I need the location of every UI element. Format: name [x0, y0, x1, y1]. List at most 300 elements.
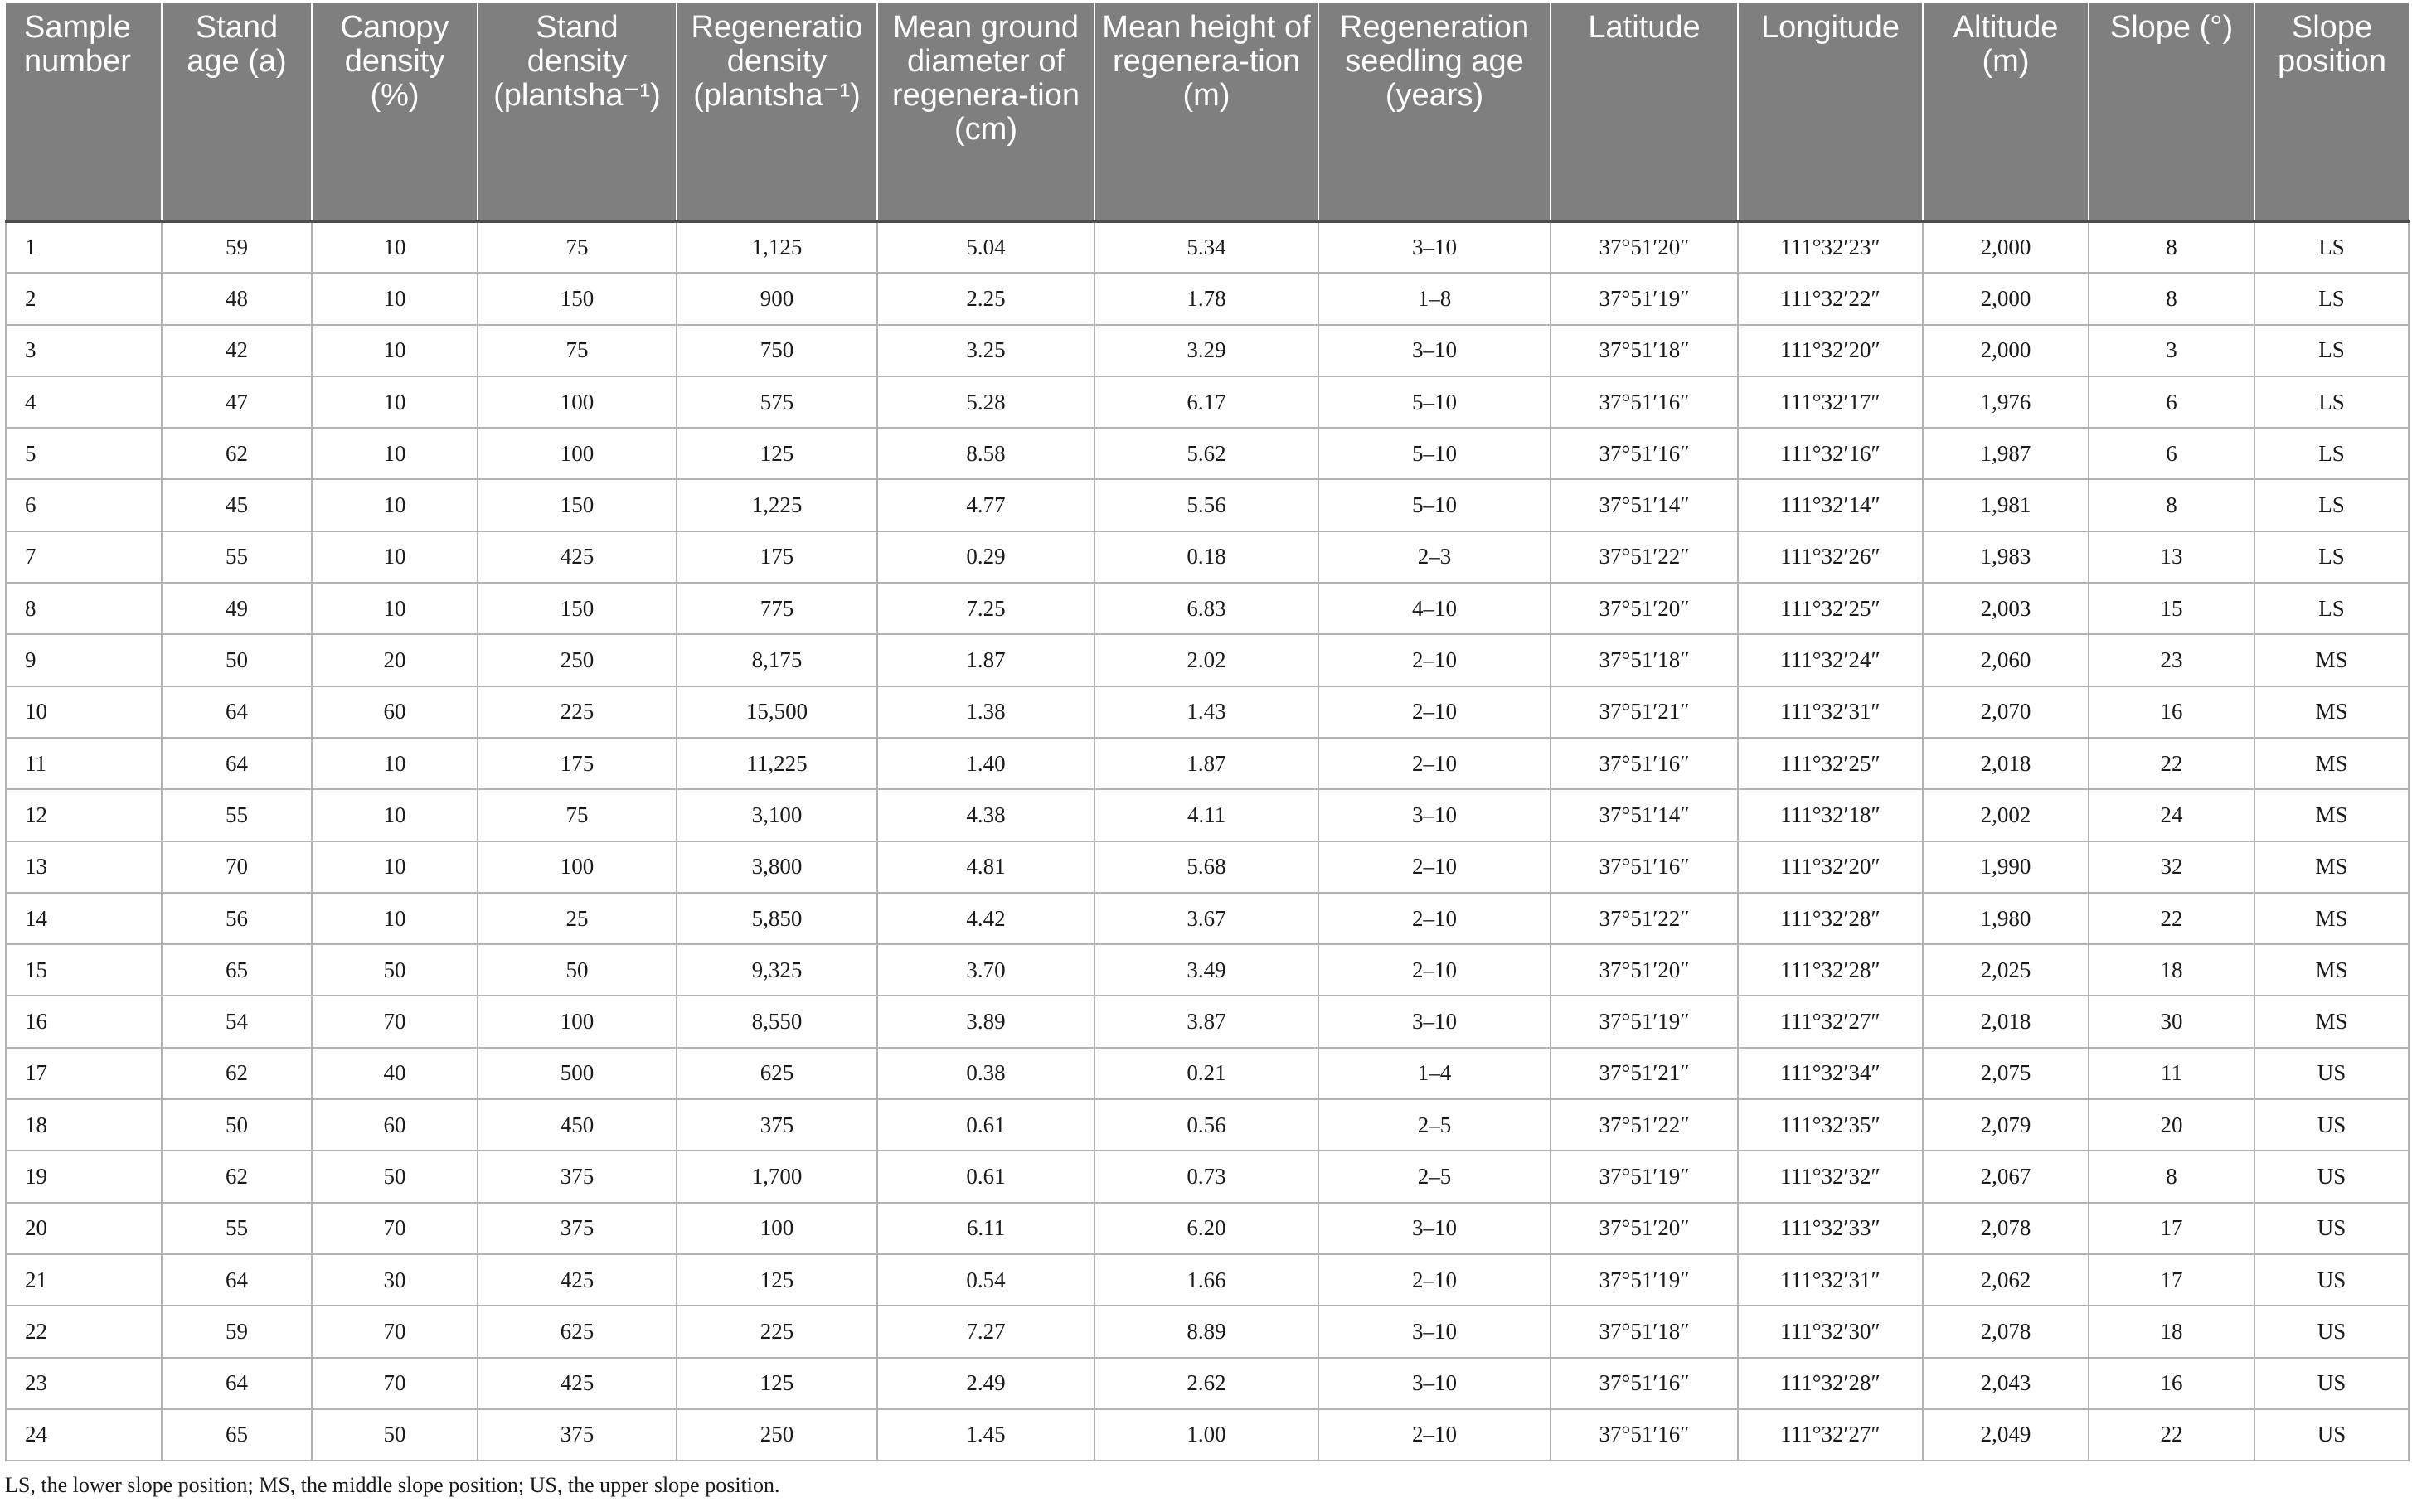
table-cell: US [2254, 1358, 2409, 1409]
table-cell: 2,018 [1923, 738, 2089, 789]
table-cell: 65 [162, 1409, 312, 1461]
table-cell: 1–4 [1318, 1048, 1551, 1099]
table-cell: 111°32′27″ [1738, 1409, 1923, 1461]
table-cell: 10 [312, 376, 478, 428]
table-cell: MS [2254, 893, 2409, 944]
table-cell: 4 [6, 376, 162, 428]
table-cell: 0.38 [877, 1048, 1094, 1099]
table-cell: 56 [162, 893, 312, 944]
table-cell: 59 [162, 1306, 312, 1357]
table-cell: 37°51′14″ [1551, 789, 1738, 841]
table-cell: 175 [478, 738, 677, 789]
table-cell: 1.43 [1094, 686, 1318, 738]
table-cell: 2.02 [1094, 634, 1318, 686]
table-cell: 4.38 [877, 789, 1094, 841]
table-cell: 1.00 [1094, 1409, 1318, 1461]
table-row [6, 531, 2409, 583]
table-cell: 10 [312, 583, 478, 634]
table-cell: 3,100 [677, 789, 877, 841]
table-cell: 100 [478, 996, 677, 1047]
table-cell: 2,000 [1923, 273, 2089, 324]
table-cell: 75 [478, 221, 677, 273]
table-row [6, 686, 2409, 738]
table-cell: 7.25 [877, 583, 1094, 634]
table-cell: 10 [312, 789, 478, 841]
table-cell: 1,981 [1923, 479, 2089, 531]
column-header: Latitude [1551, 3, 1738, 221]
table-cell: US [2254, 1099, 2409, 1151]
table-cell: 40 [312, 1048, 478, 1099]
table-cell: 1.45 [877, 1409, 1094, 1461]
table-cell: 3.49 [1094, 944, 1318, 996]
table-cell: 8,550 [677, 996, 877, 1047]
table-cell: 111°32′35″ [1738, 1099, 1923, 1151]
table-cell: 2–5 [1318, 1099, 1551, 1151]
table-cell: 111°32′22″ [1738, 273, 1923, 324]
table-cell: 2,078 [1923, 1203, 2089, 1254]
table-cell: 8 [2089, 1151, 2254, 1202]
table-cell: 2–10 [1318, 1409, 1551, 1461]
table-cell: 5–10 [1318, 479, 1551, 531]
table-cell: 2,043 [1923, 1358, 2089, 1409]
table-row [6, 583, 2409, 634]
table-cell: 6 [6, 479, 162, 531]
table-cell: 19 [6, 1151, 162, 1202]
table-cell: 37°51′22″ [1551, 531, 1738, 583]
table-cell: 37°51′16″ [1551, 1358, 1738, 1409]
table-cell: 4.81 [877, 841, 1094, 893]
table-cell: 60 [312, 686, 478, 738]
column-header: Stand density (plantsha⁻¹) [478, 3, 677, 221]
table-cell: 16 [2089, 1358, 2254, 1409]
table-cell: 8.58 [877, 428, 1094, 479]
table-cell: 500 [478, 1048, 677, 1099]
table-cell: 25 [478, 893, 677, 944]
table-cell: 1,225 [677, 479, 877, 531]
table-cell: 18 [2089, 944, 2254, 996]
table-cell: 55 [162, 531, 312, 583]
table-cell: 2–10 [1318, 1254, 1551, 1306]
table-cell: 1–8 [1318, 273, 1551, 324]
table-cell: 111°32′25″ [1738, 583, 1923, 634]
table-cell: 3,800 [677, 841, 877, 893]
table-cell: 24 [2089, 789, 2254, 841]
table-cell: 37°51′21″ [1551, 1048, 1738, 1099]
table-cell: MS [2254, 634, 2409, 686]
table-cell: 16 [2089, 686, 2254, 738]
table-cell: LS [2254, 583, 2409, 634]
table-cell: 3.87 [1094, 996, 1318, 1047]
table-cell: 8 [2089, 221, 2254, 273]
table-cell: 111°32′25″ [1738, 738, 1923, 789]
table-cell: 3.29 [1094, 325, 1318, 376]
table-cell: 15 [2089, 583, 2254, 634]
table-cell: 37°51′22″ [1551, 893, 1738, 944]
table-cell: 10 [312, 221, 478, 273]
table-cell: 5–10 [1318, 428, 1551, 479]
table-cell: 18 [2089, 1306, 2254, 1357]
table-cell: 17 [2089, 1254, 2254, 1306]
table-cell: 0.73 [1094, 1151, 1318, 1202]
table-cell: LS [2254, 273, 2409, 324]
table-cell: 0.56 [1094, 1099, 1318, 1151]
table-cell: 2–10 [1318, 944, 1551, 996]
table-cell: 4.11 [1094, 789, 1318, 841]
table-cell: 2–10 [1318, 841, 1551, 893]
table-cell: 15 [6, 944, 162, 996]
table-cell: 1,976 [1923, 376, 2089, 428]
table-cell: 3.67 [1094, 893, 1318, 944]
table-cell: 2–10 [1318, 634, 1551, 686]
table-cell: 2 [6, 273, 162, 324]
table-cell: 625 [677, 1048, 877, 1099]
table-cell: 111°32′17″ [1738, 376, 1923, 428]
table-cell: LS [2254, 531, 2409, 583]
table-cell: 3–10 [1318, 996, 1551, 1047]
table-cell: 37°51′19″ [1551, 996, 1738, 1047]
table-cell: 22 [2089, 893, 2254, 944]
table-cell: 37°51′20″ [1551, 221, 1738, 273]
table-cell: 375 [478, 1203, 677, 1254]
table-cell: 8,175 [677, 634, 877, 686]
table-cell: 111°32′31″ [1738, 1254, 1923, 1306]
table-cell: 59 [162, 221, 312, 273]
table-cell: 18 [6, 1099, 162, 1151]
table-cell: 375 [478, 1151, 677, 1202]
table-cell: 48 [162, 273, 312, 324]
data-table [5, 3, 2410, 1461]
table-cell: 575 [677, 376, 877, 428]
table-cell: 11 [2089, 1048, 2254, 1099]
column-header: Regeneratio density (plantsha⁻¹) [677, 3, 877, 221]
table-cell: 37°51′16″ [1551, 376, 1738, 428]
table-cell: 2,003 [1923, 583, 2089, 634]
table-cell: 37°51′16″ [1551, 738, 1738, 789]
table-cell: 111°32′24″ [1738, 634, 1923, 686]
table-cell: 111°32′31″ [1738, 686, 1923, 738]
table-cell: 7 [6, 531, 162, 583]
table-cell: 2–10 [1318, 686, 1551, 738]
table-cell: 50 [312, 1151, 478, 1202]
table-cell: 70 [312, 1203, 478, 1254]
table-cell: 1.38 [877, 686, 1094, 738]
table-row [6, 1254, 2409, 1306]
table-cell: 5.34 [1094, 221, 1318, 273]
table-cell: US [2254, 1254, 2409, 1306]
table-cell: 1.78 [1094, 273, 1318, 324]
table-cell: 10 [312, 893, 478, 944]
table-cell: 50 [312, 1409, 478, 1461]
column-header: Mean height of regenera-tion (m) [1094, 3, 1318, 221]
table-cell: 5.62 [1094, 428, 1318, 479]
table-cell: 10 [312, 273, 478, 324]
table-cell: 2,062 [1923, 1254, 2089, 1306]
table-cell: 0.18 [1094, 531, 1318, 583]
table-cell: 42 [162, 325, 312, 376]
table-cell: 1,700 [677, 1151, 877, 1202]
table-cell: 50 [162, 1099, 312, 1151]
table-cell: 750 [677, 325, 877, 376]
table-cell: 111°32′20″ [1738, 841, 1923, 893]
table-cell: 10 [312, 531, 478, 583]
table-cell: 250 [677, 1409, 877, 1461]
table-row [6, 1099, 2409, 1151]
table-cell: 1.87 [1094, 738, 1318, 789]
table-cell: 54 [162, 996, 312, 1047]
table-cell: 13 [2089, 531, 2254, 583]
table-cell: MS [2254, 738, 2409, 789]
table-cell: 625 [478, 1306, 677, 1357]
table-cell: 375 [478, 1409, 677, 1461]
table-cell: 11 [6, 738, 162, 789]
table-cell: US [2254, 1409, 2409, 1461]
table-cell: 37°51′22″ [1551, 1099, 1738, 1151]
table-cell: 6.17 [1094, 376, 1318, 428]
table-cell: 5,850 [677, 893, 877, 944]
table-cell: 250 [478, 634, 677, 686]
column-header: Canopy density (%) [312, 3, 478, 221]
table-cell: 1.87 [877, 634, 1094, 686]
table-cell: 64 [162, 1254, 312, 1306]
table-cell: 225 [677, 1306, 877, 1357]
table-cell: 37°51′18″ [1551, 1306, 1738, 1357]
table-cell: 5–10 [1318, 376, 1551, 428]
table-cell: 111°32′30″ [1738, 1306, 1923, 1357]
table-cell: 3.25 [877, 325, 1094, 376]
table-cell: 60 [312, 1099, 478, 1151]
table-cell: 22 [2089, 738, 2254, 789]
table-cell: LS [2254, 376, 2409, 428]
table-container [5, 3, 2408, 1498]
table-cell: 111°32′14″ [1738, 479, 1923, 531]
table-cell: 0.54 [877, 1254, 1094, 1306]
table-cell: 1,125 [677, 221, 877, 273]
table-cell: 111°32′28″ [1738, 944, 1923, 996]
table-cell: MS [2254, 996, 2409, 1047]
table-footnote: LS, the lower slope position; MS, the middle slope position; US, the upper slope position. [5, 1473, 780, 1498]
table-cell: 2–5 [1318, 1151, 1551, 1202]
table-cell: 37°51′19″ [1551, 1254, 1738, 1306]
column-header: Altitude (m) [1923, 3, 2089, 221]
table-cell: MS [2254, 841, 2409, 893]
table-cell: 75 [478, 789, 677, 841]
table-cell: 70 [312, 996, 478, 1047]
table-cell: 900 [677, 273, 877, 324]
table-cell: 2.62 [1094, 1358, 1318, 1409]
table-cell: 10 [312, 325, 478, 376]
table-cell: 111°32′20″ [1738, 325, 1923, 376]
table-cell: 37°51′20″ [1551, 1203, 1738, 1254]
table-cell: 75 [478, 325, 677, 376]
table-cell: 3–10 [1318, 221, 1551, 273]
table-cell: 2,075 [1923, 1048, 2089, 1099]
table-cell: 3.89 [877, 996, 1094, 1047]
table-row [6, 376, 2409, 428]
table-cell: 10 [312, 841, 478, 893]
table-cell: 4.42 [877, 893, 1094, 944]
table-cell: LS [2254, 428, 2409, 479]
table-cell: 64 [162, 1358, 312, 1409]
table-cell: US [2254, 1151, 2409, 1202]
table-cell: 30 [312, 1254, 478, 1306]
table-cell: 37°51′20″ [1551, 944, 1738, 996]
table-cell: 3–10 [1318, 789, 1551, 841]
table-cell: 1 [6, 221, 162, 273]
table-cell: 16 [6, 996, 162, 1047]
table-cell: 111°32′16″ [1738, 428, 1923, 479]
table-cell: 425 [478, 1254, 677, 1306]
table-cell: 450 [478, 1099, 677, 1151]
table-cell: 0.21 [1094, 1048, 1318, 1099]
table-cell: 2,025 [1923, 944, 2089, 996]
table-cell: 5.04 [877, 221, 1094, 273]
table-cell: 4–10 [1318, 583, 1551, 634]
table-cell: 10 [312, 479, 478, 531]
table-cell: 9,325 [677, 944, 877, 996]
table-cell: 2,060 [1923, 634, 2089, 686]
table-cell: 47 [162, 376, 312, 428]
table-row [6, 841, 2409, 893]
table-cell: 2,000 [1923, 221, 2089, 273]
table-cell: 1.66 [1094, 1254, 1318, 1306]
header-row [6, 3, 2409, 221]
table-cell: 175 [677, 531, 877, 583]
table-cell: 100 [677, 1203, 877, 1254]
table-cell: 12 [6, 789, 162, 841]
table-cell: 21 [6, 1254, 162, 1306]
table-cell: LS [2254, 479, 2409, 531]
table-cell: 17 [2089, 1203, 2254, 1254]
table-cell: 0.29 [877, 531, 1094, 583]
table-cell: 37°51′14″ [1551, 479, 1738, 531]
table-cell: 37°51′16″ [1551, 1409, 1738, 1461]
table-cell: 17 [6, 1048, 162, 1099]
table-cell: 7.27 [877, 1306, 1094, 1357]
table-cell: 1,987 [1923, 428, 2089, 479]
table-cell: 62 [162, 1151, 312, 1202]
table-cell: 10 [6, 686, 162, 738]
table-cell: 6.20 [1094, 1203, 1318, 1254]
table-cell: 13 [6, 841, 162, 893]
table-cell: 22 [6, 1306, 162, 1357]
table-cell: MS [2254, 944, 2409, 996]
table-cell: US [2254, 1048, 2409, 1099]
table-cell: 111°32′18″ [1738, 789, 1923, 841]
table-cell: 20 [312, 634, 478, 686]
table-row [6, 1048, 2409, 1099]
table-cell: 2–3 [1318, 531, 1551, 583]
table-cell: 2,000 [1923, 325, 2089, 376]
table-cell: 50 [312, 944, 478, 996]
table-cell: 64 [162, 686, 312, 738]
table-cell: 37°51′19″ [1551, 1151, 1738, 1202]
table-cell: 70 [312, 1306, 478, 1357]
table-cell: 9 [6, 634, 162, 686]
table-cell: 2,070 [1923, 686, 2089, 738]
table-row [6, 325, 2409, 376]
table-row [6, 221, 2409, 273]
table-row [6, 944, 2409, 996]
table-cell: 2,018 [1923, 996, 2089, 1047]
table-cell: 2–10 [1318, 893, 1551, 944]
table-cell: 1,983 [1923, 531, 2089, 583]
table-cell: 150 [478, 479, 677, 531]
table-cell: 0.61 [877, 1151, 1094, 1202]
table-cell: 100 [478, 428, 677, 479]
table-cell: 150 [478, 273, 677, 324]
table-cell: 62 [162, 428, 312, 479]
table-cell: 2,079 [1923, 1099, 2089, 1151]
table-cell: 2,078 [1923, 1306, 2089, 1357]
table-cell: 2.25 [877, 273, 1094, 324]
table-row [6, 273, 2409, 324]
table-row [6, 479, 2409, 531]
table-cell: 0.61 [877, 1099, 1094, 1151]
column-header: Slope (°) [2089, 3, 2254, 221]
table-cell: 4.77 [877, 479, 1094, 531]
table-cell: 45 [162, 479, 312, 531]
table-cell: 775 [677, 583, 877, 634]
table-cell: 111°32′23″ [1738, 221, 1923, 273]
table-cell: 8 [2089, 479, 2254, 531]
table-cell: 8.89 [1094, 1306, 1318, 1357]
table-cell: 24 [6, 1409, 162, 1461]
table-cell: 8 [2089, 273, 2254, 324]
table-row [6, 996, 2409, 1047]
table-cell: 15,500 [677, 686, 877, 738]
column-header: Regeneration seedling age (years) [1318, 3, 1551, 221]
table-cell: 6 [2089, 428, 2254, 479]
table-cell: 55 [162, 1203, 312, 1254]
table-cell: 5 [6, 428, 162, 479]
table-cell: 70 [312, 1358, 478, 1409]
table-cell: 62 [162, 1048, 312, 1099]
table-cell: 2–10 [1318, 738, 1551, 789]
table-cell: 125 [677, 1254, 877, 1306]
column-header: Sample number [6, 3, 162, 221]
table-cell: 14 [6, 893, 162, 944]
table-cell: 8 [6, 583, 162, 634]
table-cell: 37°51′18″ [1551, 325, 1738, 376]
table-cell: 5.28 [877, 376, 1094, 428]
table-cell: 1.40 [877, 738, 1094, 789]
table-cell: 37°51′18″ [1551, 634, 1738, 686]
table-cell: 20 [2089, 1099, 2254, 1151]
table-cell: 111°32′32″ [1738, 1151, 1923, 1202]
table-cell: 37°51′20″ [1551, 583, 1738, 634]
table-cell: LS [2254, 325, 2409, 376]
table-cell: 3 [2089, 325, 2254, 376]
column-header: Longitude [1738, 3, 1923, 221]
table-cell: 1,980 [1923, 893, 2089, 944]
column-header: Slope position [2254, 3, 2409, 221]
table-cell: 111°32′28″ [1738, 1358, 1923, 1409]
table-row [6, 634, 2409, 686]
table-cell: 3.70 [877, 944, 1094, 996]
table-cell: 3–10 [1318, 1358, 1551, 1409]
table-cell: 49 [162, 583, 312, 634]
table-cell: 100 [478, 841, 677, 893]
table-cell: MS [2254, 686, 2409, 738]
table-cell: 50 [478, 944, 677, 996]
table-cell: 11,225 [677, 738, 877, 789]
table-row [6, 1151, 2409, 1202]
table-cell: 64 [162, 738, 312, 789]
table-cell: 6.11 [877, 1203, 1094, 1254]
table-cell: 55 [162, 789, 312, 841]
table-cell: 3–10 [1318, 325, 1551, 376]
table-cell: 6.83 [1094, 583, 1318, 634]
